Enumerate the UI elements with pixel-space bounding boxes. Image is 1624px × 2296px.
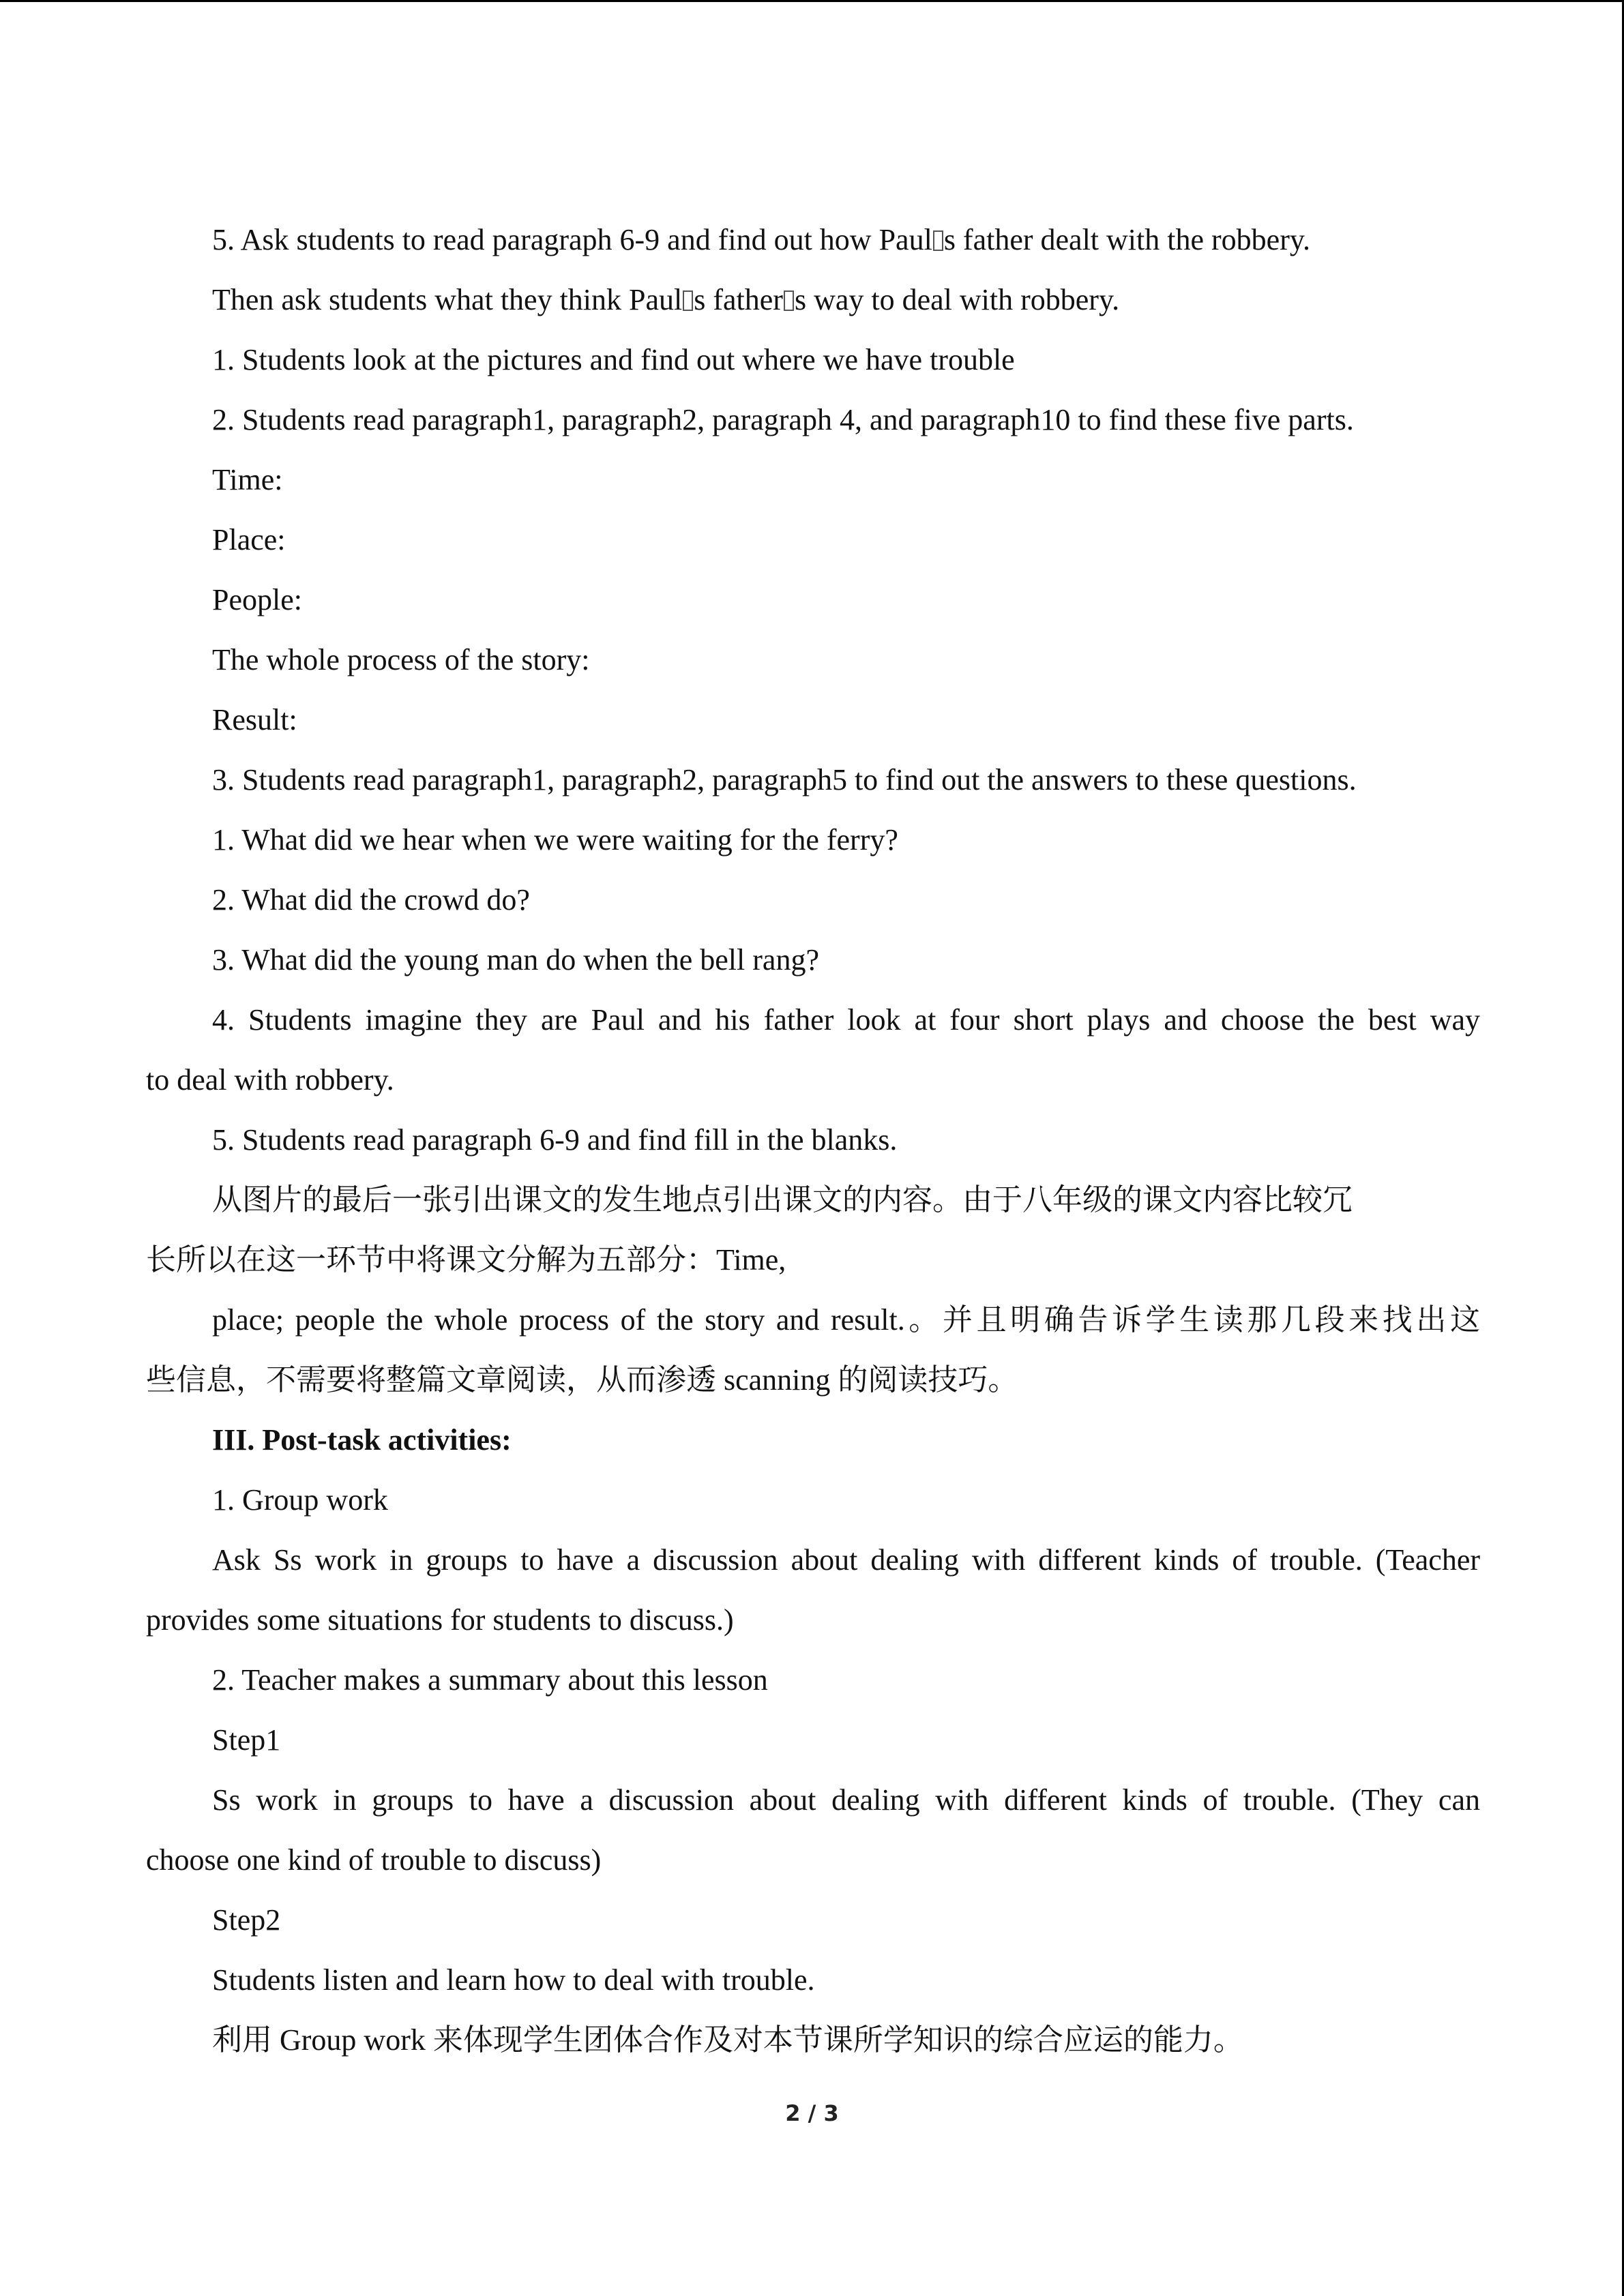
missing-glyph-box <box>683 290 693 311</box>
paragraph-student-step2: 2. Students read paragraph1, paragraph2, paragraph 4, and paragraph10 to find these five parts. <box>212 403 1354 436</box>
paragraph-student-step3: 3. Students read paragraph1, paragraph2, paragraph5 to find out the answers to these questions. <box>212 763 1357 796</box>
field-time-label: Time: <box>212 463 283 496</box>
question-2: 2. What did the crowd do? <box>212 883 530 916</box>
field-result-label: Result: <box>212 703 297 736</box>
paragraph-teacher-summary: 2. Teacher makes a summary about this lesson <box>212 1663 768 1697</box>
field-people-label: People: <box>212 583 302 616</box>
chinese-note-2-line1: place; people the whole process of the story and result.。并且明确告诉学生读那几段来找出这 <box>212 1303 1480 1337</box>
paragraph-ask-ss-line2: provides some situations for students to discuss.) <box>146 1603 734 1637</box>
missing-glyph-box <box>784 290 794 311</box>
paragraph-ask-ss-line1: Ask Ss work in groups to have a discussion about dealing with different kinds of trouble. (Teacher <box>212 1543 1480 1577</box>
page-number: 2 / 3 <box>785 2100 839 2126</box>
field-process-label: The whole process of the story: <box>212 643 590 676</box>
chinese-note-1-line1: 从图片的最后一张引出课文的发生地点引出课文的内容。由于八年级的课文内容比较冗 <box>212 1183 1353 1217</box>
paragraph-listen-learn: Students listen and learn how to deal with trouble. <box>212 1963 815 1997</box>
chinese-note-2-line2: 些信息，不需要将整篇文章阅读，从而渗透 scanning 的阅读技巧。 <box>146 1363 1018 1397</box>
field-place-label: Place: <box>212 523 286 556</box>
paragraph-step5-instruction: 5. Ask students to read paragraph 6-9 and find out how Paul s father dealt with the robbery. <box>212 223 1310 256</box>
missing-glyph-box <box>933 230 943 251</box>
paragraph-student-step1: 1. Students look at the pictures and find out where we have trouble <box>212 343 1015 376</box>
paragraph-group-work: 1. Group work <box>212 1483 388 1517</box>
chinese-note-1-line2: 长所以在这一环节中将课文分解为五部分：Time, <box>146 1243 786 1277</box>
step2-label: Step2 <box>212 1903 281 1937</box>
question-1: 1. What did we hear when we were waiting for the ferry? <box>212 823 898 856</box>
question-3: 3. What did the young man do when the bell rang? <box>212 943 819 976</box>
paragraph-ss-work-line1: Ss work in groups to have a discussion about dealing with different kinds of trouble. (They can <box>212 1783 1480 1817</box>
paragraph-student-step5: 5. Students read paragraph 6-9 and find fill in the blanks. <box>212 1123 898 1157</box>
paragraph-ss-work-line2: choose one kind of trouble to discuss) <box>146 1843 602 1877</box>
paragraph-student-step4-line2: to deal with robbery. <box>146 1063 394 1097</box>
section-heading-post-task: III. Post-task activities: <box>212 1423 512 1457</box>
document-body <box>146 210 1480 2070</box>
step1-label: Step1 <box>212 1723 281 1757</box>
chinese-note-3: 利用 Group work 来体现学生团体合作及对本节课所学知识的综合应运的能力。 <box>212 2023 1243 2057</box>
paragraph-student-step4-line1: 4. Students imagine they are Paul and his father look at four short plays and choose the best way <box>212 1003 1480 1037</box>
paragraph-ask-opinion: Then ask students what they think Paul s father s way to deal with robbery. <box>212 283 1120 316</box>
